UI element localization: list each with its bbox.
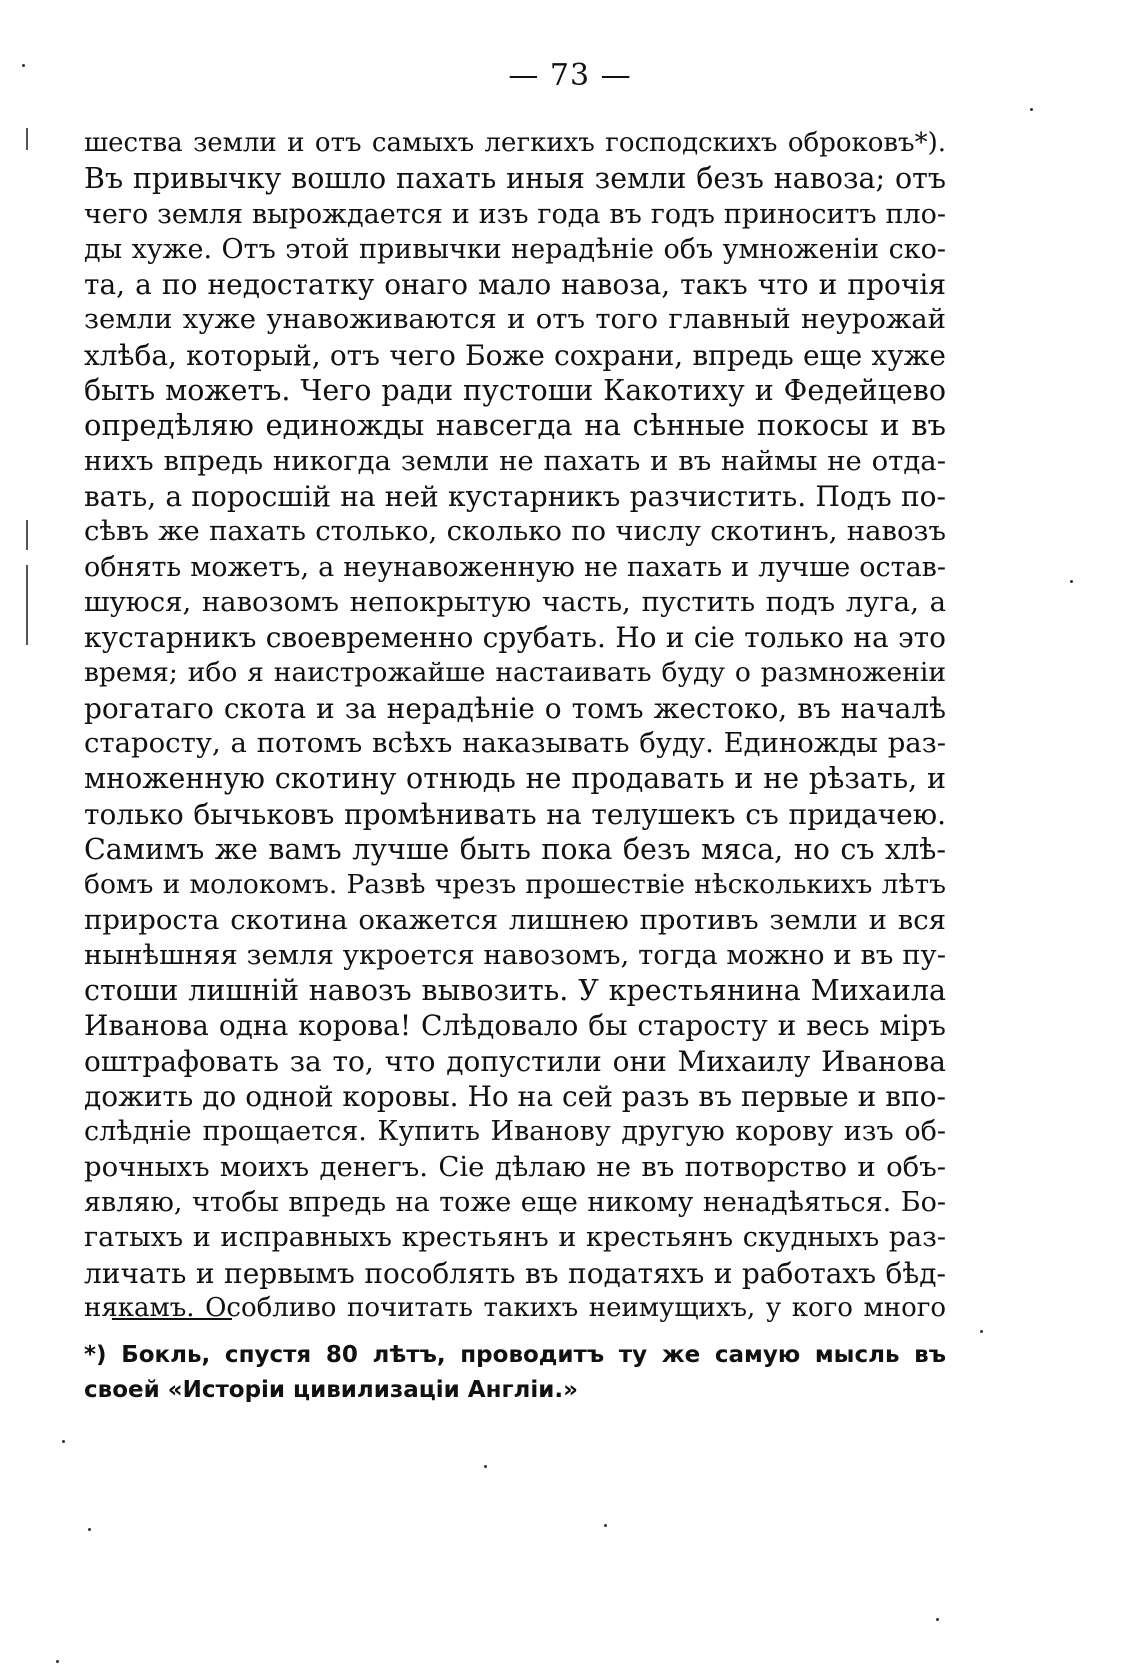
- text-line: множенную скотину отнюдь не продавать и не рѣзать, и: [84, 762, 946, 796]
- text-line: ды хуже. Отъ этой привычки нерадѣніе объ умноженіи ско-: [84, 233, 946, 265]
- text-line: опредѣляю единожды навсегда на сѣнные покосы и въ: [84, 408, 946, 443]
- text-line: оштрафовать за то, что допустили они Михаилу Иванова: [84, 1044, 946, 1078]
- margin-mark: [26, 520, 28, 550]
- text-line: някамъ. Особливо почитать такихъ неимущихъ, у кого много: [84, 1292, 946, 1323]
- body-text: [84, 126, 946, 1326]
- text-line: земли хуже унавоживаются и отъ того главный неурожай: [84, 303, 946, 336]
- text-line: Иванова одна корова! Слѣдовало бы старосту и весь міръ: [84, 1009, 946, 1043]
- text-line: дожить до одной коровы. Но на сей разъ въ первые и впо-: [84, 1080, 946, 1114]
- margin-mark: [26, 128, 28, 150]
- scan-speck: [980, 1330, 983, 1333]
- text-line: бомъ и молокомъ. Развѣ чрезъ прошествіе нѣсколькихъ лѣтъ: [84, 869, 946, 901]
- scan-speck: [62, 1440, 65, 1443]
- text-line: личать и первымъ пособлять въ податяхъ и работахъ бѣд-: [84, 1256, 946, 1290]
- scan-speck: [88, 1528, 91, 1531]
- scan-speck: [22, 64, 25, 67]
- text-line: сѣвъ же пахать столько, сколько по числу скотинъ, навозъ: [84, 515, 946, 548]
- scan-speck: [1070, 580, 1073, 583]
- scan-speck: [56, 1660, 59, 1663]
- text-line: время; ибо я наистрожайше настаивать буду о размноженіи: [84, 657, 946, 689]
- footnote-line: своей «Исторіи цивилизаціи Англіи.»: [84, 1377, 578, 1403]
- text-line: чего земля вырождается и изъ года въ годъ приноситъ пло-: [84, 198, 946, 230]
- text-line: прироста скотина окажется лишнею противъ земли и вся: [84, 903, 946, 936]
- text-line: гатыхъ и исправныхъ крестьянъ и крестьянъ скудныхъ раз-: [84, 1222, 946, 1254]
- footnote-rule: [112, 1318, 232, 1320]
- scan-speck: [1030, 108, 1033, 111]
- scan-speck: [484, 1465, 487, 1468]
- page-number: — 73 —: [508, 58, 632, 93]
- text-line: кустарникъ своевременно срубать. Но и сіе только на это: [84, 621, 946, 655]
- text-line: старосту, а потомъ всѣхъ наказывать буду. Единожды раз-: [84, 727, 946, 760]
- text-line: Въ привычку вошло пахать иныя земли безъ навоза; отъ: [84, 162, 946, 196]
- scan-speck: [604, 1524, 607, 1527]
- footnote: [84, 1338, 946, 1408]
- text-line: только бычьковъ промѣнивать на телушекъ съ придачею.: [84, 797, 946, 831]
- text-line: обнять можетъ, а неунавоженную не пахать и лучше остав-: [84, 551, 946, 583]
- text-line: являю, чтобы впредь на тоже еще никому ненадѣяться. Бо-: [84, 1186, 946, 1218]
- text-line: хлѣба, который, отъ чего Боже сохрани, впредь еще хуже: [84, 338, 946, 372]
- text-line: стоши лишній навозъ вывозить. У крестьянина Михаила: [84, 974, 946, 1008]
- footnote-line: *) Бокль, спустя 80 лѣтъ, проводитъ ту же самую мысль въ: [84, 1342, 946, 1368]
- margin-mark: [26, 565, 28, 645]
- text-line: нихъ впредь никогда земли не пахать и въ наймы не отда-: [84, 444, 946, 477]
- text-line: быть можетъ. Чего ради пустоши Какотиху и Федейцево: [84, 374, 946, 408]
- text-line: шуюся, навозомъ непокрытую часть, пустить подъ луга, а: [84, 585, 946, 618]
- text-line: вать, а поросшій на ней кустарникъ разчистить. Подъ по-: [84, 479, 946, 513]
- text-line: та, а по недостатку онаго мало навоза, такъ что и прочія: [84, 268, 946, 302]
- text-line: нынѣшняя земля укроется навозомъ, тогда можно и въ пу-: [84, 938, 946, 971]
- text-line: рочныхъ моихъ денегъ. Сіе дѣлаю не въ потворство и объ-: [84, 1150, 946, 1183]
- text-line: шества земли и отъ самыхъ легкихъ господскихъ оброковъ*).: [84, 128, 946, 158]
- text-line: рогатаго скота и за нерадѣніе о томъ жестоко, въ началѣ: [84, 691, 946, 725]
- scan-speck: [936, 1618, 939, 1621]
- text-line: Самимъ же вамъ лучше быть пока безъ мяса, но съ хлѣ-: [84, 832, 946, 866]
- text-line: слѣдніе прощается. Купить Иванову другую корову изъ об-: [84, 1116, 946, 1148]
